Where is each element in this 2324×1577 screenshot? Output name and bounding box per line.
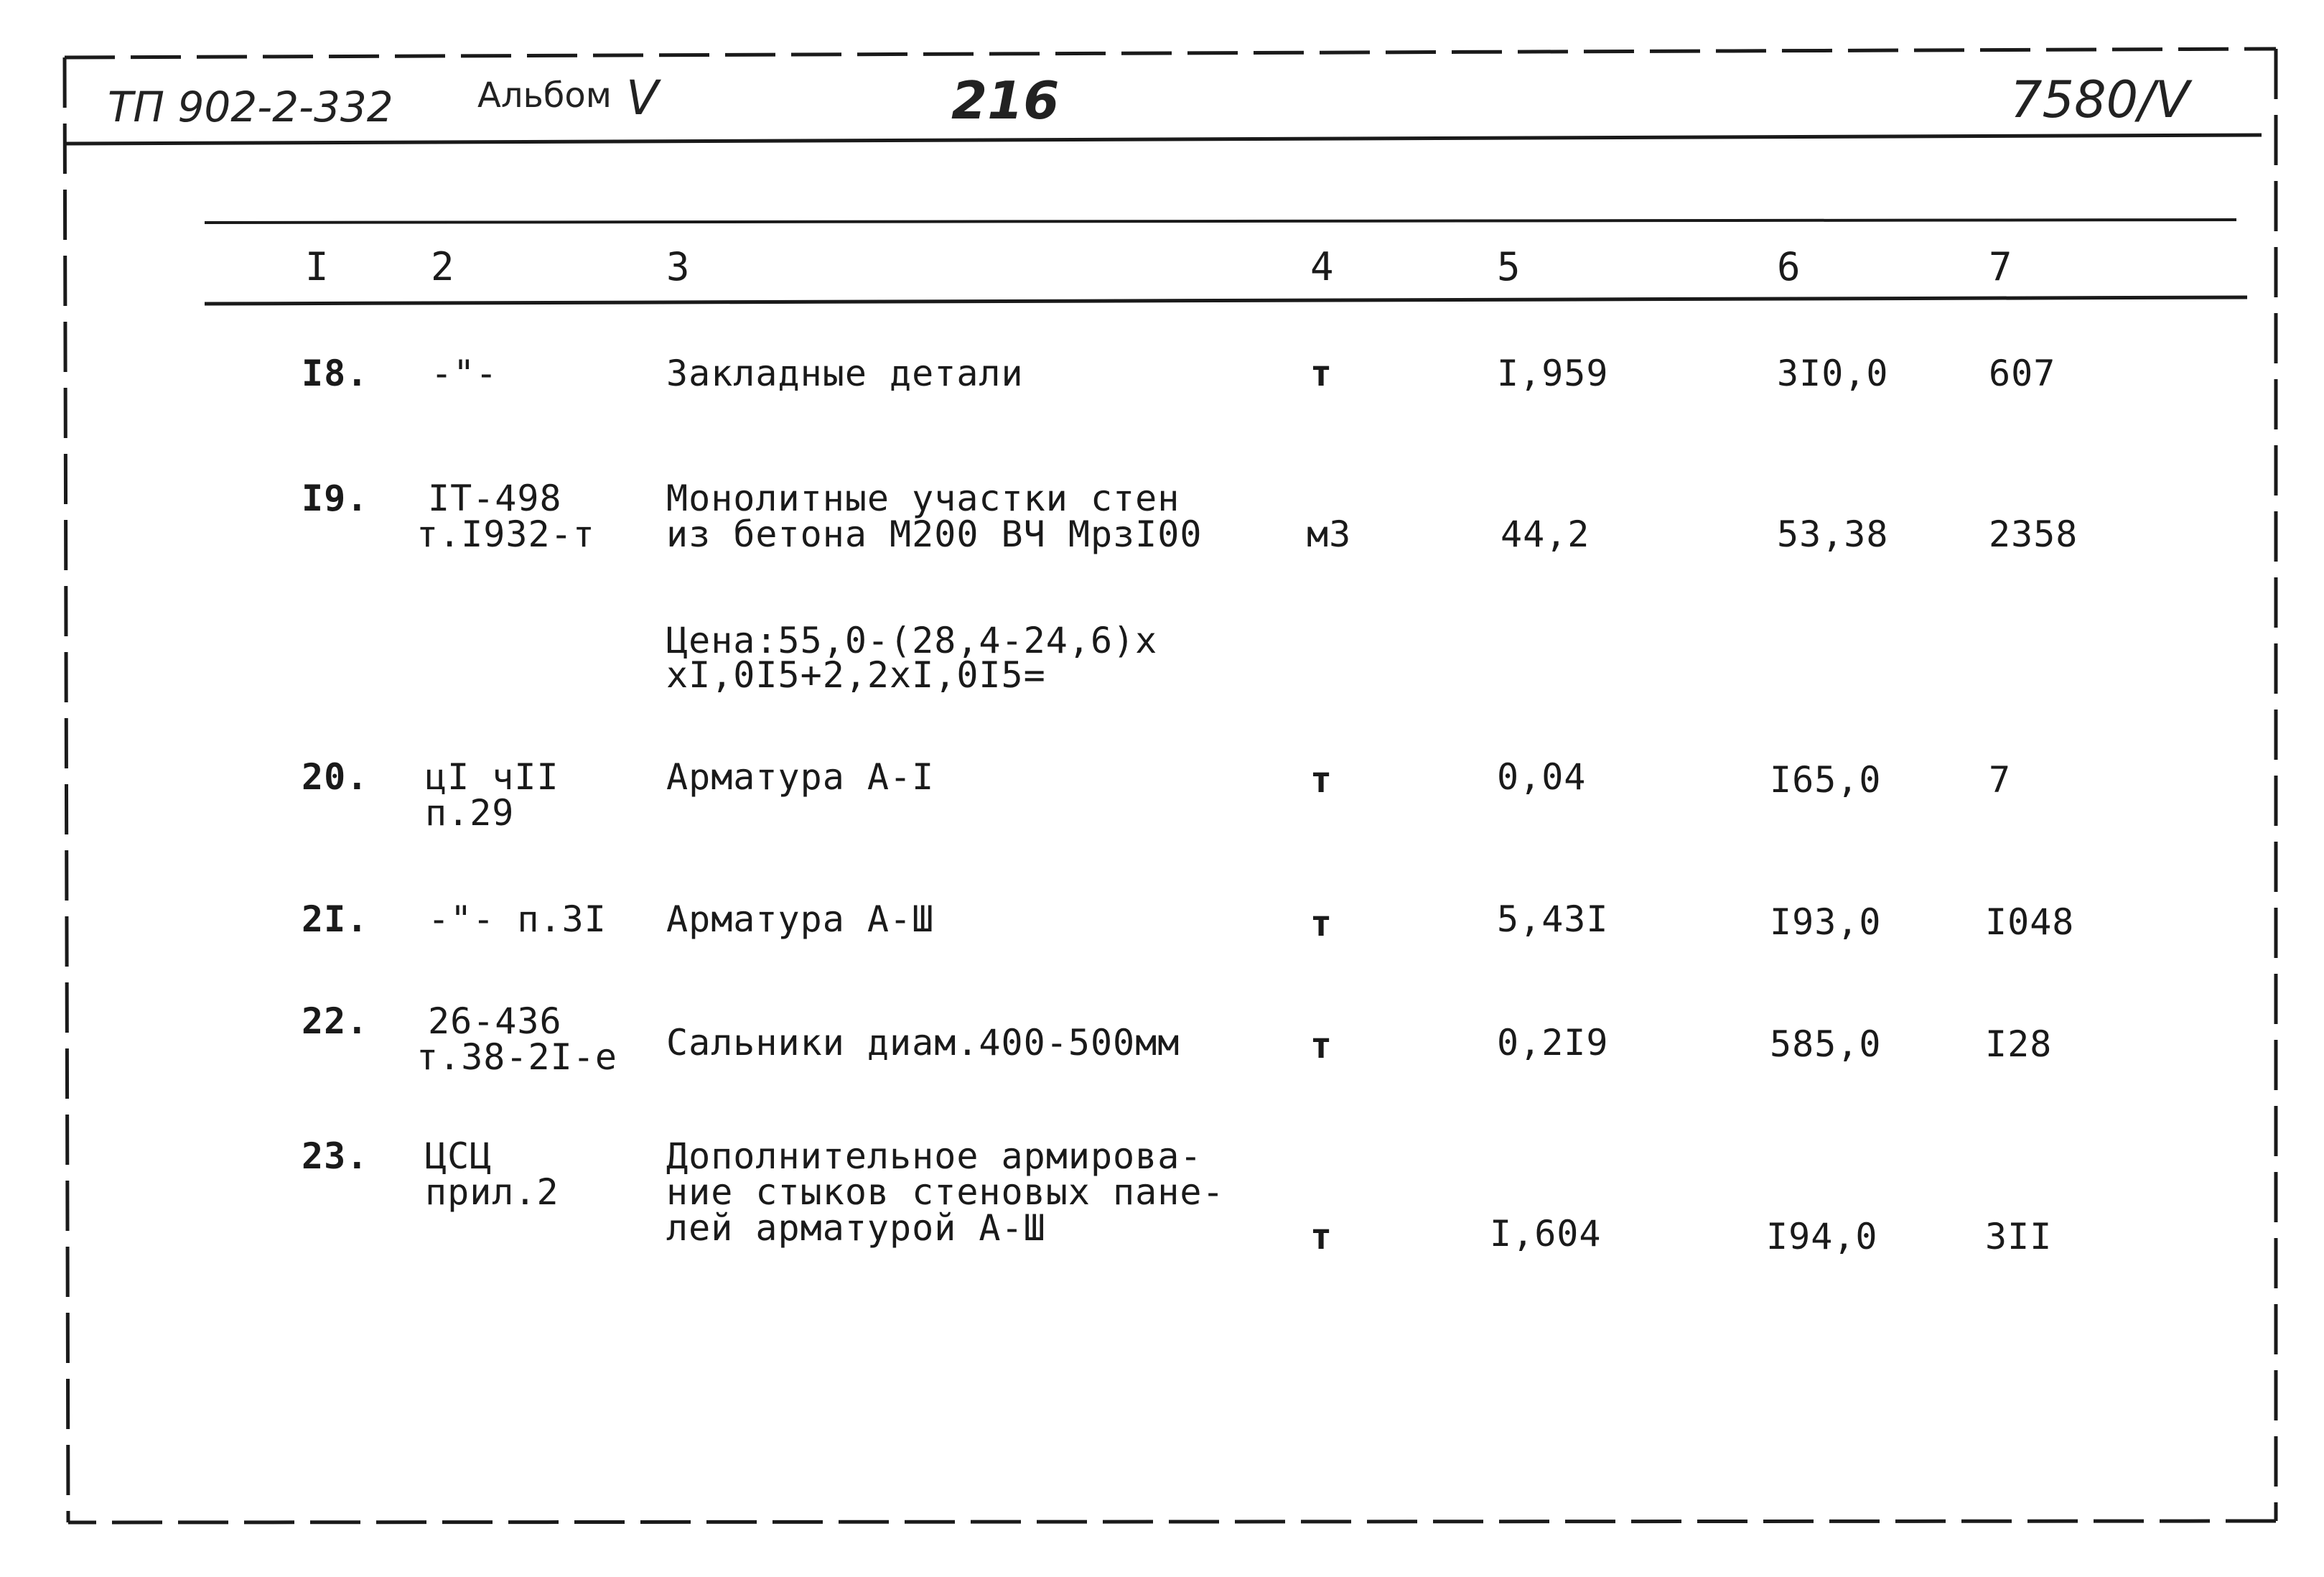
album-number: V	[626, 70, 659, 126]
row-number: 22.	[302, 1000, 369, 1042]
row-name: Закладные детали	[666, 353, 1024, 394]
row-code: цI чII	[425, 756, 559, 798]
project-code: ТП 902-2-332	[108, 83, 393, 131]
row-code: ЦСЦ	[425, 1135, 493, 1177]
row-cost: 7	[1989, 759, 2012, 801]
col-header-7: 7	[1989, 244, 2013, 289]
row-price: 53,38	[1777, 513, 1889, 555]
row-unit: т	[1310, 1025, 1333, 1066]
col-header-2: 2	[431, 244, 455, 289]
row-name-line2: ние стыков стеновых пане-	[666, 1171, 1225, 1213]
row-code: -"-	[431, 353, 498, 394]
row-number: 23.	[302, 1135, 369, 1177]
row-qty: 44,2	[1501, 513, 1590, 555]
row-unit: т	[1310, 353, 1333, 394]
row-code: -"- п.3I	[428, 898, 607, 940]
row-name-line2: из бетона М200 ВЧ МрзI00	[666, 513, 1203, 555]
frame-bottom-edge	[68, 1521, 2276, 1522]
row-code: IТ-498	[428, 478, 562, 519]
row-name-line3: лей арматурой А-Ш	[666, 1207, 1046, 1249]
row-name: Дополнительное армирова-	[666, 1135, 1203, 1177]
album-label: Альбом	[477, 75, 612, 116]
header-top-rule	[205, 220, 2236, 223]
row-name: Монолитные участки стен	[666, 478, 1180, 519]
row-cost: I048	[1985, 901, 2075, 943]
col-header-3: 3	[666, 244, 691, 289]
title-underline	[65, 135, 2262, 144]
row-name: Арматура А-I	[666, 756, 935, 798]
header-bottom-rule	[205, 297, 2247, 304]
row-price: I93,0	[1770, 901, 1882, 943]
row-cost: I28	[1985, 1023, 2053, 1065]
frame-top-edge	[65, 49, 2276, 57]
row-unit: м3	[1307, 513, 1352, 555]
frame-left-edge	[65, 57, 68, 1522]
row-name: Арматура А-Ш	[666, 898, 935, 940]
row-code-line2: прил.2	[425, 1171, 559, 1213]
row-code: 26-436	[428, 1000, 562, 1042]
col-header-5: 5	[1497, 244, 1521, 289]
row-name: Сальники диам.400-500мм	[666, 1022, 1180, 1064]
col-header-6: 6	[1777, 244, 1801, 289]
row-code-line2: п.29	[425, 792, 515, 834]
row-cost: 3II	[1985, 1216, 2053, 1257]
row-number: I8.	[302, 353, 369, 394]
row-unit: т	[1310, 903, 1333, 944]
row-qty: 0,04	[1497, 756, 1587, 798]
row-unit: т	[1310, 759, 1333, 801]
sheet-code: 7580/V	[2010, 70, 2190, 129]
row-price: I65,0	[1770, 759, 1882, 801]
row-price: I94,0	[1766, 1216, 1878, 1257]
row-qty: 5,43I	[1497, 898, 1609, 940]
row-qty: I,604	[1490, 1213, 1602, 1255]
row-number: I9.	[302, 478, 369, 519]
row-code-line2: т.38-2I-е	[416, 1036, 617, 1078]
row-price-note: Цена:55,0-(28,4-24,6)х	[666, 620, 1158, 661]
page-number: 216	[951, 70, 1060, 131]
col-header-1: I	[305, 244, 330, 289]
row-number: 2I.	[302, 898, 369, 940]
row-price-note-line2: хI,0I5+2,2хI,0I5=	[666, 654, 1046, 696]
row-code-line2: т.I932-т	[416, 513, 595, 555]
row-unit: т	[1310, 1216, 1333, 1257]
row-qty: I,959	[1497, 353, 1609, 394]
row-price: 3I0,0	[1777, 353, 1889, 394]
col-header-4: 4	[1310, 244, 1335, 289]
row-qty: 0,2I9	[1497, 1022, 1609, 1064]
row-price: 585,0	[1770, 1023, 1882, 1065]
row-cost: 607	[1989, 353, 2056, 394]
row-number: 20.	[302, 756, 369, 798]
row-cost: 2358	[1989, 513, 2078, 555]
